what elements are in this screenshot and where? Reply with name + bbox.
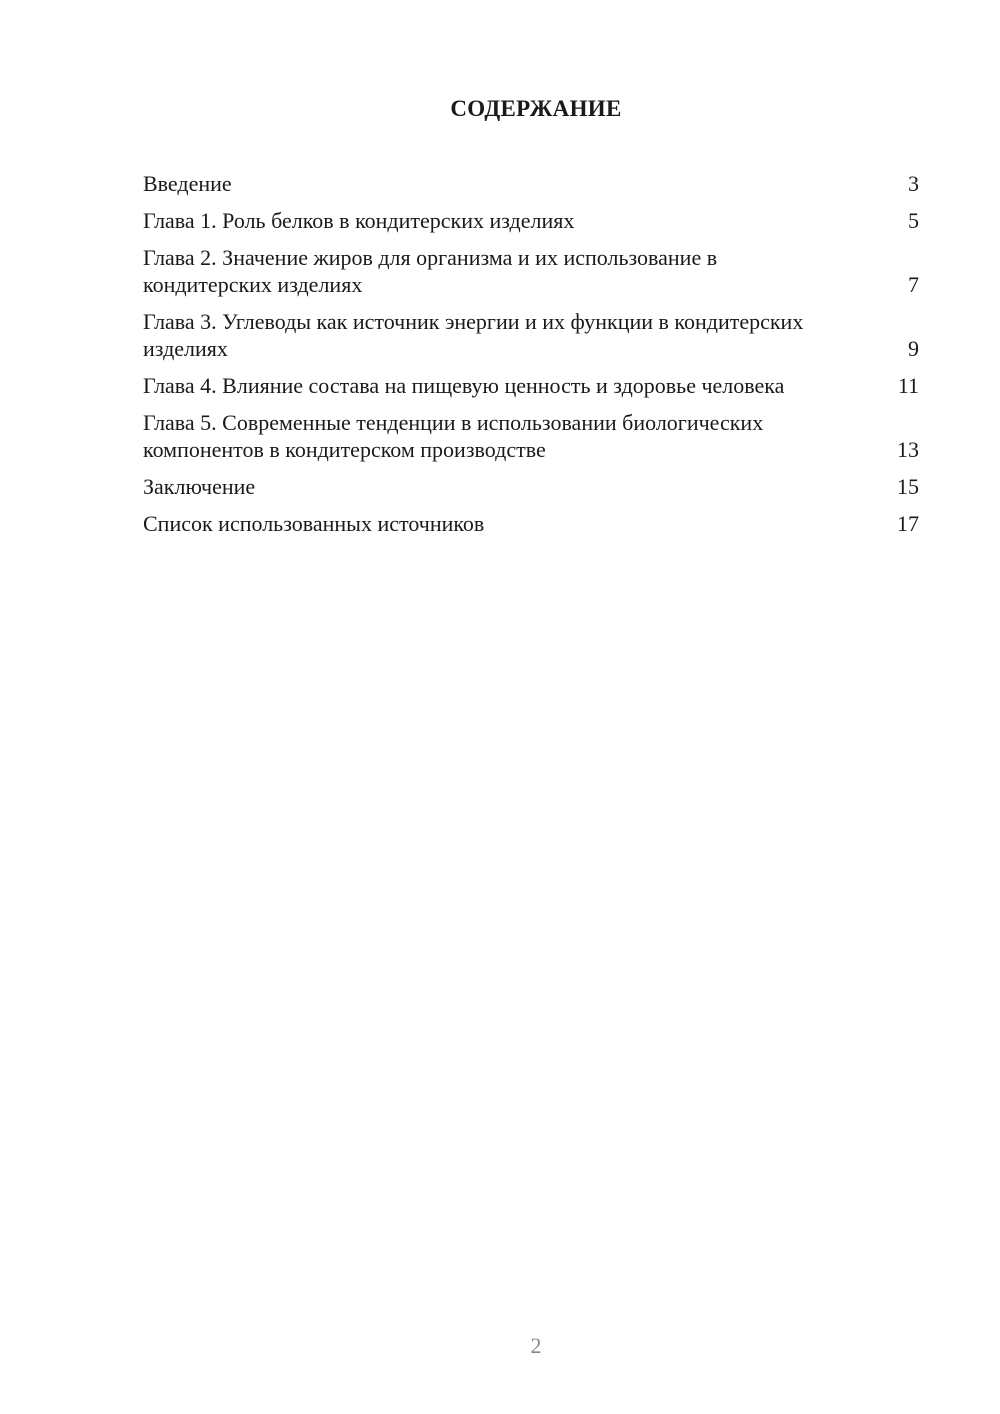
toc-entry-references[interactable]: [143, 510, 919, 537]
toc-entry-text: Введение: [143, 171, 232, 196]
page-title: СОДЕРЖАНИЕ: [450, 96, 622, 121]
toc-entry-conclusion[interactable]: [143, 473, 919, 500]
toc-entry-page: 17: [897, 511, 919, 536]
toc-entry-chapter-4[interactable]: [143, 372, 919, 399]
toc-entry-chapter-2[interactable]: [143, 244, 919, 298]
toc-entry-page: 9: [908, 336, 919, 361]
toc-entry-text: Заключение: [143, 474, 256, 499]
toc-entry-page: 15: [897, 474, 919, 499]
toc-entry-page: 5: [908, 208, 919, 233]
toc-entry-page: 13: [897, 437, 919, 462]
toc-entry-text: Глава 2. Значение жиров для организма и их использование в кондитерских изделиях: [143, 245, 718, 297]
toc-entry-page: 11: [897, 373, 919, 398]
toc-entry-text: Список использованных источников: [143, 511, 485, 536]
toc-entry-text: Глава 5. Современные тенденции в использовании биологических компонентов в кондитерском производстве: [143, 410, 764, 462]
toc-entry-chapter-5[interactable]: [143, 409, 919, 463]
table-of-contents: [143, 170, 919, 547]
toc-entry-chapter-1[interactable]: [143, 207, 919, 234]
toc-entry-page: 3: [908, 171, 919, 196]
toc-entry-text: Глава 1. Роль белков в кондитерских изделиях: [143, 208, 575, 233]
toc-entry-introduction[interactable]: [143, 170, 919, 197]
toc-entry-page: 7: [908, 272, 919, 297]
page-number: 2: [530, 1333, 542, 1358]
toc-entry-text: Глава 3. Углеводы как источник энергии и их функции в кондитерских изделиях: [143, 309, 804, 361]
toc-entry-chapter-3[interactable]: [143, 308, 919, 362]
toc-entry-text: Глава 4. Влияние состава на пищевую ценность и здоровье человека: [143, 373, 785, 398]
